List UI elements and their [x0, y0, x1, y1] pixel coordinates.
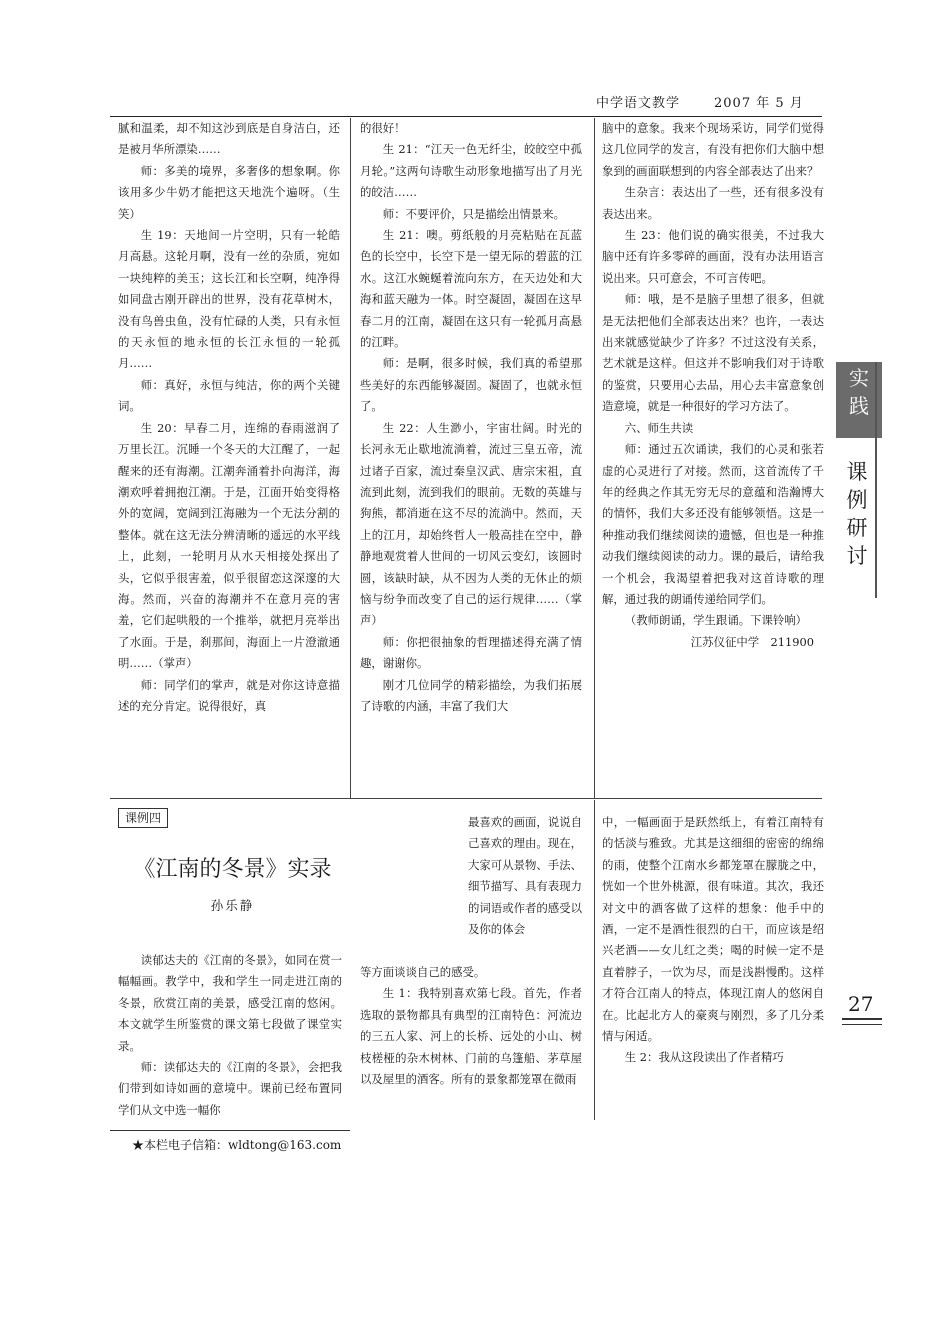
paragraph: 生 19：天地间一片空明，只有一轮皓月高悬。这轮月啊，没有一丝的杂质，宛如一块纯粹的美玉；这长江和长空啊，纯净得如同盘古刚开辟出的世界，没有花草树木，没有鸟兽虫鱼，没有忙碌的人类，只有永恒的天永恒的地永恒的长江永恒的一轮孤月…… — [118, 228, 340, 371]
tab-char: 践 — [849, 394, 869, 418]
paragraph: 师：是啊，很多时候，我们真的希望那些美好的东西能够凝固。凝固了，也就永恒了。 — [360, 356, 582, 414]
paragraph: 师：通过五次诵读，我们的心灵和张若虚的心灵进行了对接。然而，这首流传了千年的经典之作其无穷无尽的意蕴和浩瀚博大的情怀，我们大多还没有能够领悟。这是一种推动我们继续阅读的遗憾，但也是一种推动我们继续阅读的动力。课的最后，请给我一个机会，我渴望着把我对这首诗歌的理解，通过我的朗诵传递给同学们。 — [602, 442, 824, 606]
paragraph: 最喜欢的画面，说说自己喜欢的理由。现在，大家可从景物、手法、细节描写、具有表现力的词语或作者的感受以及你的体会 — [468, 815, 582, 937]
section-label: 课例四 — [118, 808, 168, 828]
article-column-3 — [602, 812, 824, 1122]
paragraph: 刚才几位同学的精彩描绘，为我们拓展了诗歌的内涵，丰富了我们大 — [360, 677, 582, 713]
tab-char: 研 — [846, 516, 868, 540]
article-column-2 — [360, 962, 582, 1122]
paragraph: 师：你把很抽象的哲理描述得充满了情趣，谢谢你。 — [360, 634, 582, 671]
paragraph: 生 22：人生渺小，宇宙壮阔。时光的长河永无止歇地流淌着，流过三皇五帝，流过诸子百家，流过秦皇汉武、唐宗宋祖，直流到此刻，流到我们的眼前。无数的英雄与狗熊，都消逝在这不尽的流淌中。然而，天上的江月，却始终哲人一般高挂在空中，静静地观赏着人世间的一切风云变幻，该圆时圆，该缺时缺，从不因为人类的无休止的烦恼与纷争而改变了自己的运行规律……（掌声） — [360, 420, 582, 628]
page-number: 27 — [848, 992, 874, 1016]
paragraph: 师：真好，永恒与纯洁，你的两个关键词。 — [118, 377, 340, 414]
section-heading: 六、师生共读 — [624, 420, 694, 435]
paragraph: 生 1：我特别喜欢第七段。首先，作者选取的景物都具有典型的江南特色：河流边的三五人家、河上的长桥、远处的小山、树枝槎桠的杂木树林、门前的乌篷船、茅草屋以及屋里的酒客。所有的景象都笼罩在微雨 — [360, 986, 582, 1087]
article-column-1 — [118, 950, 342, 1122]
author-affiliation: 江苏仪征中学 211900 — [690, 634, 814, 649]
sidebar-column-title — [842, 458, 872, 570]
journal-name: 中学语文教学 — [596, 96, 681, 111]
paragraph: （教师朗诵，学生跟诵。下课铃响） — [624, 613, 808, 628]
paragraph: 读郁达夫的《江南的冬景》，如同在赏一幅幅画。教学中，我和学生一同走进江南的冬景，欣赏江南的美景，感受江南的悠闲。本文就学生所鉴赏的课文第七段做了课堂实录。 — [118, 953, 342, 1053]
paragraph: 师：多美的境界，多奢侈的想象啊。你该用多少牛奶才能把这天地洗个遍呀。（生笑） — [118, 163, 340, 221]
column-divider — [350, 118, 351, 798]
footer-rule — [110, 1130, 350, 1131]
top-column-2 — [360, 118, 582, 790]
paragraph: 等方面谈谈自己的感受。 — [360, 965, 486, 979]
page-number-rule — [842, 1024, 882, 1025]
paragraph: 的很好！ — [360, 121, 406, 135]
paragraph: 脑中的意象。我来个现场采访，同学们觉得这几位同学的发言，有没有把你们大脑中想象到的画面联想到的内容全部表达了出来？ — [602, 121, 824, 178]
article-title: 《江南的冬景》实录 — [133, 857, 332, 882]
column-divider — [594, 118, 595, 798]
article-author: 孙乐静 — [210, 898, 255, 913]
paragraph: 生 23：他们说的确实很美，不过我大脑中还有许多零碎的画面，没有办法用语言说出来。只可意会，不可言传吧。 — [602, 228, 824, 285]
paragraph: 生 21：“江天一色无纤尘，皎皎空中孤月轮。”这两句诗歌生动形象地描写出了月光的皎洁…… — [360, 142, 582, 200]
issue-date: 2007 年 5 月 — [714, 96, 804, 111]
paragraph: 师：哦，是不是脑子里想了很多，但就是无法把他们全部表达出来？也许，一表达出来就感觉缺少了许多？不过这没有关系，艺术就是这样。但这并不影响我们对于诗歌的鉴赏，只要用心去品，用心去丰富意象创造意境，就是一种很好的学习方法了。 — [602, 292, 824, 414]
top-column-1 — [118, 118, 340, 790]
paragraph: 师：不要评价，只是描绘出情景来。 — [382, 206, 566, 221]
paragraph: 生 21：噢。剪纸般的月亮粘贴在瓦蓝色的长空中，长空下是一望无际的碧蓝的江水。这江水蜿蜒着流向东方，在天边处和大海和蓝天融为一体。时空凝固，凝固在这早春二月的江南，凝固在这只有一轮孤月高悬的江畔。 — [360, 228, 582, 350]
footer-email-note: ★本栏电子信箱：wldtong@163.com — [132, 1138, 342, 1152]
top-column-3 — [602, 118, 824, 790]
running-header — [110, 92, 822, 117]
page-number-rule — [842, 1018, 882, 1020]
paragraph: 师：同学们的掌声，就是对你这诗意描述的充分肯定。说得很好，真 — [118, 677, 340, 713]
paragraph: 腻和温柔，却不知这沙到底是自身洁白，还是被月华所漂染…… — [118, 121, 340, 157]
paragraph: 师：读郁达夫的《江南的冬景》，会把我们带到如诗如画的意境中。课前已经布置同学们从文中选一幅你 — [118, 1060, 342, 1117]
paragraph: 中，一幅画面于是跃然纸上，有着江南特有的恬淡与雅致。尤其是这细细的密密的绵绵的雨，使整个江南水乡都笼罩在朦胧之中，恍如一个世外桃源，很有味道。其次，我还对文中的酒客做了这样的想象：他手中的酒，一定不是酒性很烈的白干，而应该是绍兴老酒——女儿红之类；喝的时候一定不是直着脖子，一饮为尽，而是浅斟慢酌。这样才符合江南人的特点，体现江南人的悠闲自在。比起北方人的豪爽与刚烈，多了几分柔情与闲适。 — [602, 815, 824, 1044]
sidebar-rule — [875, 362, 877, 598]
tab-char: 讨 — [846, 544, 868, 568]
tab-char: 实 — [849, 366, 869, 390]
tab-char: 例 — [846, 488, 868, 512]
section-divider — [110, 798, 822, 799]
column-divider — [594, 800, 595, 1120]
paragraph: 生杂言：表达出了一些，还有很多没有表达出来。 — [602, 185, 824, 221]
article-column-2-top — [468, 812, 582, 962]
paragraph: 生 20：早春二月，连绵的春雨滋润了万里长江。沉睡一个冬天的大江醒了，一起醒来的还有海潮。江潮奔涌着扑向海洋，海潮欢呼着拥抱江潮。于是，江面开始变得格外的宽阔，宽阔到江海融为一个无法分割的整体。就在这无法分辨清晰的遥远的水平线上，此刻，一轮明月从水天相接处探出了头，它似乎很害羞，似乎很留恋这深邃的大海。然而，兴奋的海潮并不在意月亮的害羞，它们起哄般的一个推举，就把月亮举出了水面。于是，刹那间，海面上一片澄澈通明……（掌声） — [118, 420, 340, 671]
paragraph: 生 2：我从这段读出了作者精巧 — [624, 1050, 784, 1065]
tab-char: 课 — [846, 460, 868, 484]
